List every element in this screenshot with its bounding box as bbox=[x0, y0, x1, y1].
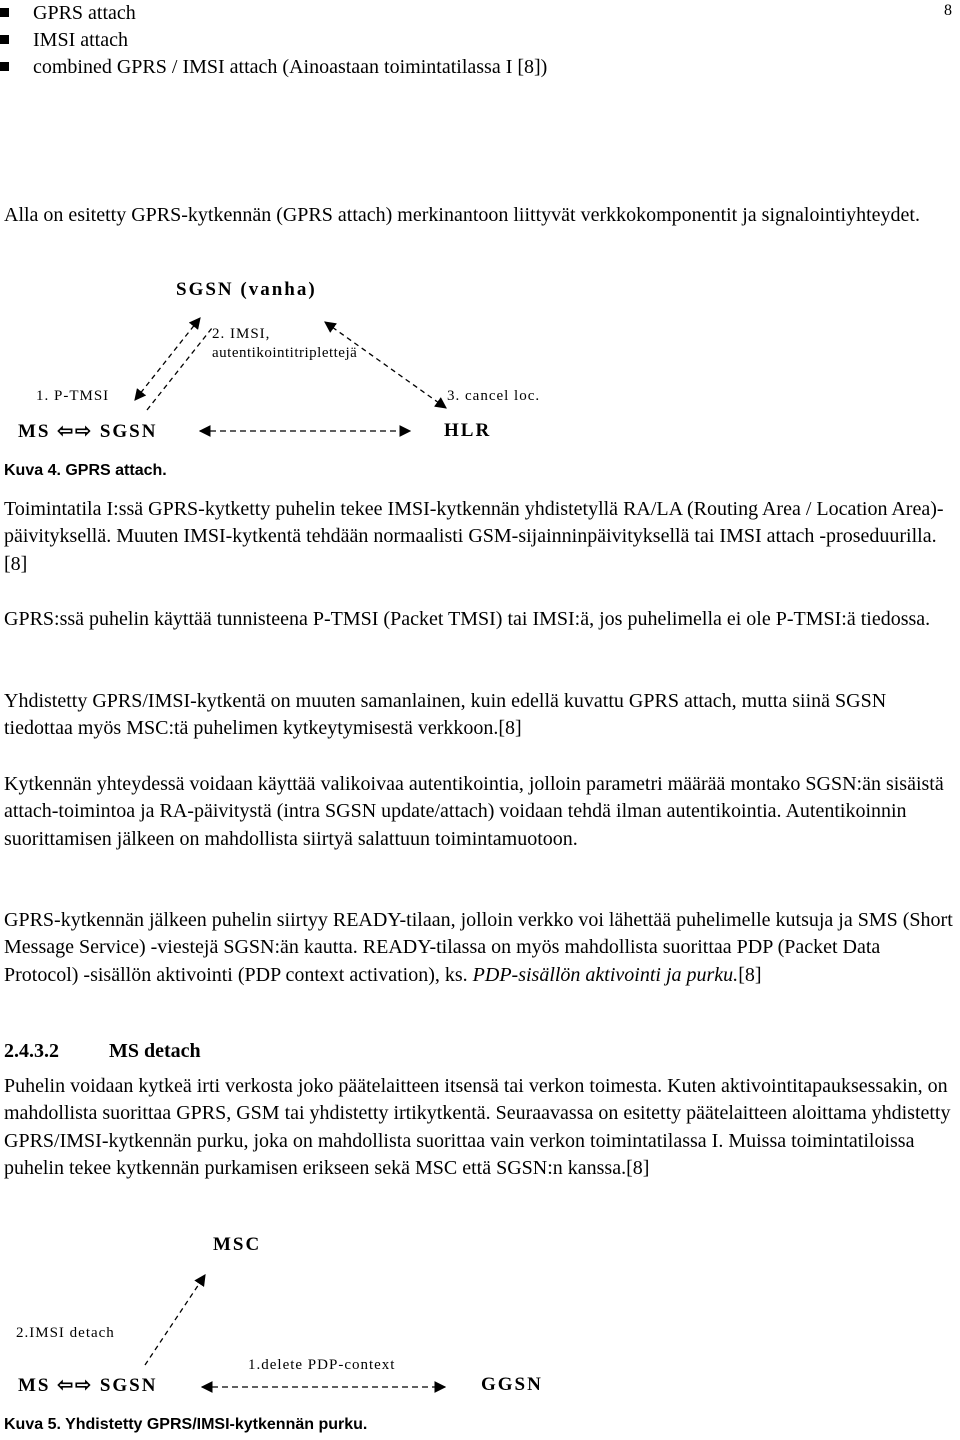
delete-pdp-label: 1.delete PDP-context bbox=[248, 1357, 396, 1373]
paragraph-authentication: Kytkennän yhteydessä voidaan käyttää valikoivaa autentikointia, jolloin parametri määrää montako SGSN:än sisäistä attach-toimintoa ja RA-päivitystä (intra SGSN update/attach) voidaan tehdä ilman autentikointia. Autentikoinnin suorittamisen jälkeen on mahdollista siirtyä salattuun toimintamuotoon. bbox=[4, 773, 944, 850]
ggsn-node: GGSN bbox=[481, 1374, 543, 1395]
list-item-text: combined GPRS / IMSI attach (Ainoastaan toimintatilassa I [8]) bbox=[33, 56, 548, 78]
ptmsi-label: 1. P-TMSI bbox=[36, 388, 110, 404]
figure-5-caption: Kuva 5. Yhdistetty GPRS/IMSI-kytkennän purku. bbox=[4, 1416, 368, 1433]
list-item-text: GPRS attach bbox=[33, 2, 136, 24]
section-title: MS detach bbox=[109, 1040, 201, 1062]
figure-4-caption: Kuva 4. GPRS attach. bbox=[4, 462, 167, 479]
reference: [8] bbox=[738, 963, 762, 986]
pdp-link-text: PDP-sisällön aktivointi ja purku. bbox=[472, 963, 739, 986]
imsi-detach-arrow bbox=[145, 1275, 205, 1365]
paragraph-operating-mode: Toimintatila I:ssä GPRS-kytketty puhelin tekee IMSI-kytkennän yhdistetyllä RA/LA (Routing Area / Location Area)-päivityksellä. Muuten IMSI-kytkentä tehdään normaalisti GSM-sijainninpäivityksellä tai IMSI attach -proseduurilla.[8] bbox=[4, 498, 944, 575]
paragraph-ms-detach: Puhelin voidaan kytkeä irti verkosta joko päätelaitteen itsensä tai verkon toimesta. Kuten aktivointitapauksessakin, on mahdollista suorittaa GPRS, GSM tai yhdistetty irtikytkentä. Seuraavassa on esitetty päätelaitteen aloittama yhdistetty GPRS/IMSI-kytkennän purku, joka on mahdollista suorittaa vain verkon toimintatilassa I. Muissa toimintatiloissa puhelin tekee kytkennän purkamisen erikseen sekä MSC että SGSN:n kanssa.[8] bbox=[4, 1075, 951, 1179]
imsi-detach-label: 2.IMSI detach bbox=[16, 1325, 115, 1341]
page-number: 8 bbox=[944, 2, 952, 19]
section-number: 2.4.3.2 bbox=[4, 1040, 59, 1062]
paragraph-ptmsi: GPRS:ssä puhelin käyttää tunnisteena P-TMSI (Packet TMSI) tai IMSI:ä, jos puhelimella ei ole P-TMSI:ä tiedossa. bbox=[4, 608, 931, 630]
hlr-node: HLR bbox=[444, 420, 492, 441]
ms-sgsn-node: MS ⇦⇨ SGSN bbox=[18, 1375, 158, 1396]
ready-state-text: GPRS-kytkennän jälkeen puhelin siirtyy READY-tilaan, jolloin verkko voi lähettää puhelimelle kutsuja ja SMS (Short Message Service) -viestejä SGSN:än kautta. READY-tilassa on myös mahdollista suorittaa PDP (Packet Data Protocol) -sisällön aktivointi (PDP context activation), ks. bbox=[4, 909, 953, 986]
paragraph-combined-attach: Yhdistetty GPRS/IMSI-kytkentä on muuten samanlainen, kuin edellä kuvattu GPRS attach, mutta siinä SGSN tiedottaa myös MSC:tä puhelimen kytkeytymisestä verkkoon.[8] bbox=[4, 690, 887, 740]
triplet-label: autentikointitriplettejä bbox=[212, 345, 358, 361]
sgsn-old-node: SGSN (vanha) bbox=[176, 279, 317, 300]
msc-node: MSC bbox=[213, 1234, 262, 1255]
imsi-label: 2. IMSI, bbox=[212, 326, 271, 342]
list-item-text: IMSI attach bbox=[33, 29, 128, 51]
ms-sgsn-node: MS ⇦⇨ SGSN bbox=[18, 421, 158, 442]
intro-paragraph: Alla on esitetty GPRS-kytkennän (GPRS attach) merkinantoon liittyvät verkkokomponentit ja signalointiyhteydet. bbox=[4, 204, 920, 226]
cancel-loc-label: 3. cancel loc. bbox=[447, 388, 541, 404]
